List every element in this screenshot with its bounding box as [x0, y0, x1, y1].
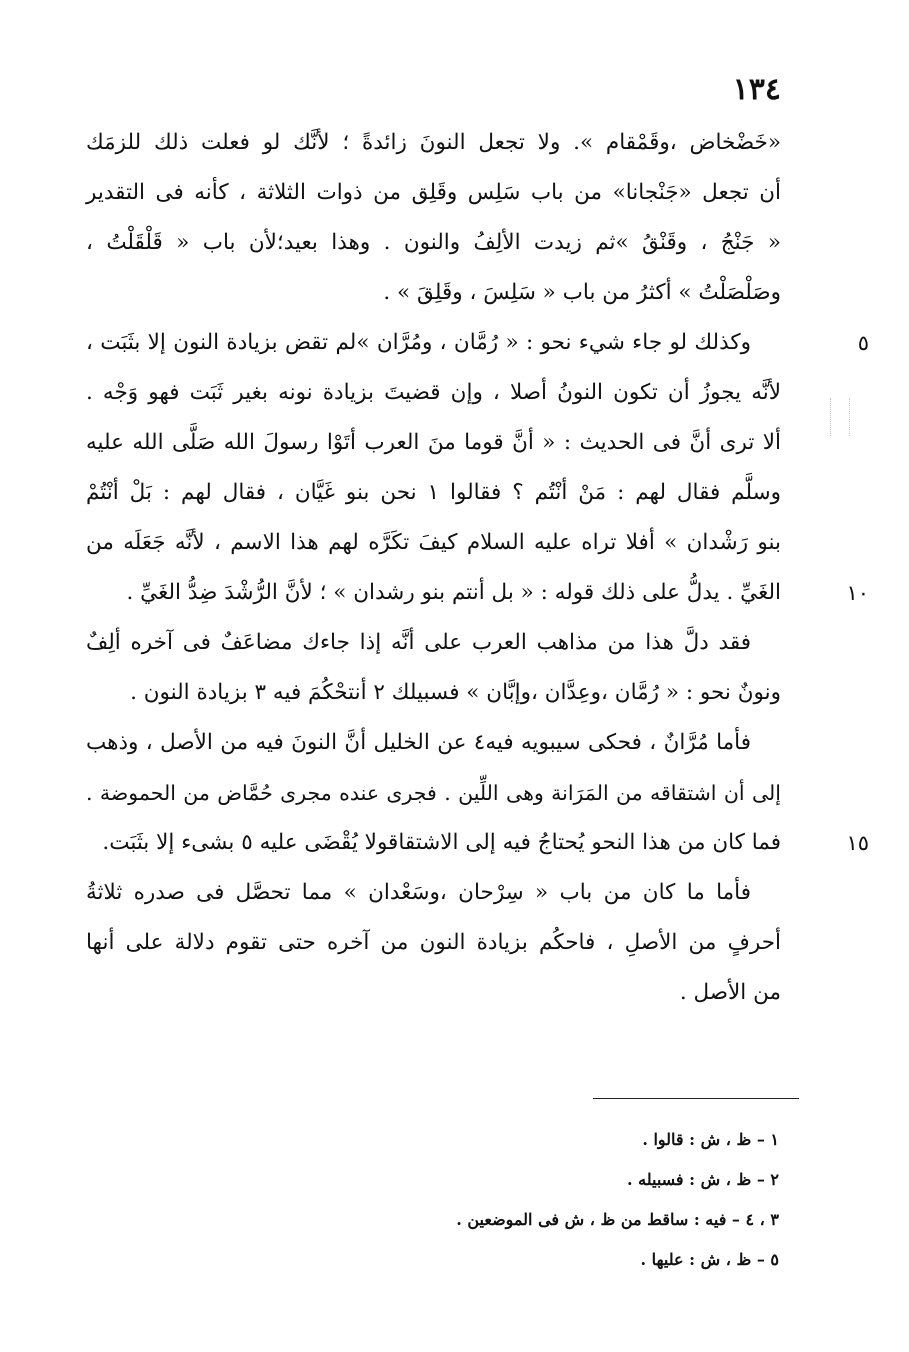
footnote: ٢ – ظ ، ش : فسبيله .: [626, 1170, 779, 1189]
text-line: [86, 768, 781, 818]
body-text: [86, 118, 869, 1018]
text-line-content: فما كان من هذا النحو يُحتاجُ فيه إلى الاشتقاقولا يُقْضَى عليه ٥ بشىء إلا بثَبَت.: [102, 830, 781, 855]
text-line-content: أن تجعل «جَنْجانا» من باب سَلِس وقَلِق من ذوات الثلاثة ، كأنه فى التقدير: [86, 180, 781, 205]
margin-smudge: [830, 398, 850, 436]
line-number-marker: ١٠: [846, 581, 869, 605]
text-line-content: ونونٌ نحو : « رُمَّان ،وعِدَّان ،وإبَّان » فسبيلك ٢ أنتحْكُمَ فيه ٣ بزيادة النون .: [130, 680, 781, 705]
text-line-content: الغَيِّ . يدلُّ على ذلك قوله : « بل أنتم بنو رشدان » ؛ لأنَّ الرُّشْدَ ضِدُّ الغَيِّ .: [126, 580, 781, 605]
text-line: [86, 268, 781, 318]
text-line-content: فأما ما كان من باب « سِرْحان ،وسَعْدان » مما تحصَّل فى صدره ثلاثةُ: [86, 880, 751, 905]
text-line: [86, 218, 781, 268]
text-line-content: إلى أن اشتقاقه من المَرَانة وهى اللِّين . فجرى عنده مجرى حُمَّاض من الحموضة .: [86, 781, 781, 805]
footnote: ٣ ، ٤ – فيه : ساقط من ظ ، ش فى الموضعين .: [456, 1210, 779, 1229]
text-line-content: بنو رَشْدان » أفلا تراه عليه السلام كيفَ تكَرَّه لهم هذا الاسم ، لأنَّه جَعَلَه من: [86, 530, 781, 555]
text-line: [86, 868, 781, 918]
text-line: [86, 968, 781, 1018]
footnote: ٥ – ظ ، ش : عليها .: [640, 1250, 779, 1269]
footnotes: [359, 1120, 779, 1280]
text-line: [86, 618, 781, 668]
line-number-marker: ٥: [857, 331, 869, 355]
line-number-marker: ١٥: [846, 831, 869, 855]
text-line-content: «خَضْخاض ،وقَمْقام ». ولا تجعل النونَ زائدةً ؛ لأنَّك لو فعلت ذلك للزمَك: [86, 130, 781, 155]
text-line-content: فأما مُرَّانٌ ، فحكى سيبويه فيه٤ عن الخليل أنَّ النونَ فيه من الأصل ، وذهب: [86, 730, 751, 755]
text-line: [86, 468, 781, 518]
text-line: [86, 418, 781, 468]
text-line: [86, 818, 869, 868]
footnote-separator: [593, 1098, 799, 1099]
text-line: [86, 718, 781, 768]
text-line-content: وصَلْصَلْتُ » أكثرُ من باب « سَلِسَ ، وقَلِقَ » .: [383, 280, 781, 305]
text-line-content: فقد دلَّ هذا من مذاهب العرب على أنَّه إذا جاءك مضاعَفٌ فى آخره ألِفٌ: [86, 630, 751, 655]
text-line: [86, 168, 781, 218]
text-line: [86, 568, 869, 618]
page-number: ١٣٤: [732, 72, 781, 107]
text-line: [86, 518, 781, 568]
text-line-content: من الأصل .: [679, 980, 781, 1005]
text-line-content: ألا ترى أنَّ فى الحديث : « أنَّ قوما منَ العرب أتَوْا رسولَ الله صَلَّى الله عليه: [86, 430, 781, 455]
text-line: [86, 918, 781, 968]
text-line-content: « جَنْجُ ، وقَنْقُ »ثم زيدت الألِفُ والنون . وهذا بعيد؛لأن باب « قَلْقَلْتُ ،: [86, 230, 781, 255]
text-line: [86, 368, 781, 418]
text-line-content: وكذلك لو جاء شيء نحو : « رُمَّان ، ومُرَّان »لم تقض بزيادة النون إلا بثَبَت ،: [86, 330, 751, 355]
text-line: [86, 668, 781, 718]
text-line-content: لأنَّه يجوزُ أن تكون النونُ أصلا ، وإن قضيتَ بزيادة نونه بغير ثَبَت فهو وَجْه .: [86, 380, 781, 405]
text-line: [86, 118, 781, 168]
text-line: [86, 318, 869, 368]
footnote: ١ – ظ ، ش : قالوا .: [642, 1130, 779, 1149]
text-line-content: أحرفٍ من الأصلِ ، فاحكُم بزيادة النون من آخره حتى تقوم دلالة على أنها: [86, 930, 781, 955]
text-line-content: وسلَّم فقال لهم : مَنْ أنْتُم ؟ فقالوا ١ نحن بنو غَيَّان ، فقال لهم : بَلْ أنْتُمْ: [86, 480, 781, 505]
